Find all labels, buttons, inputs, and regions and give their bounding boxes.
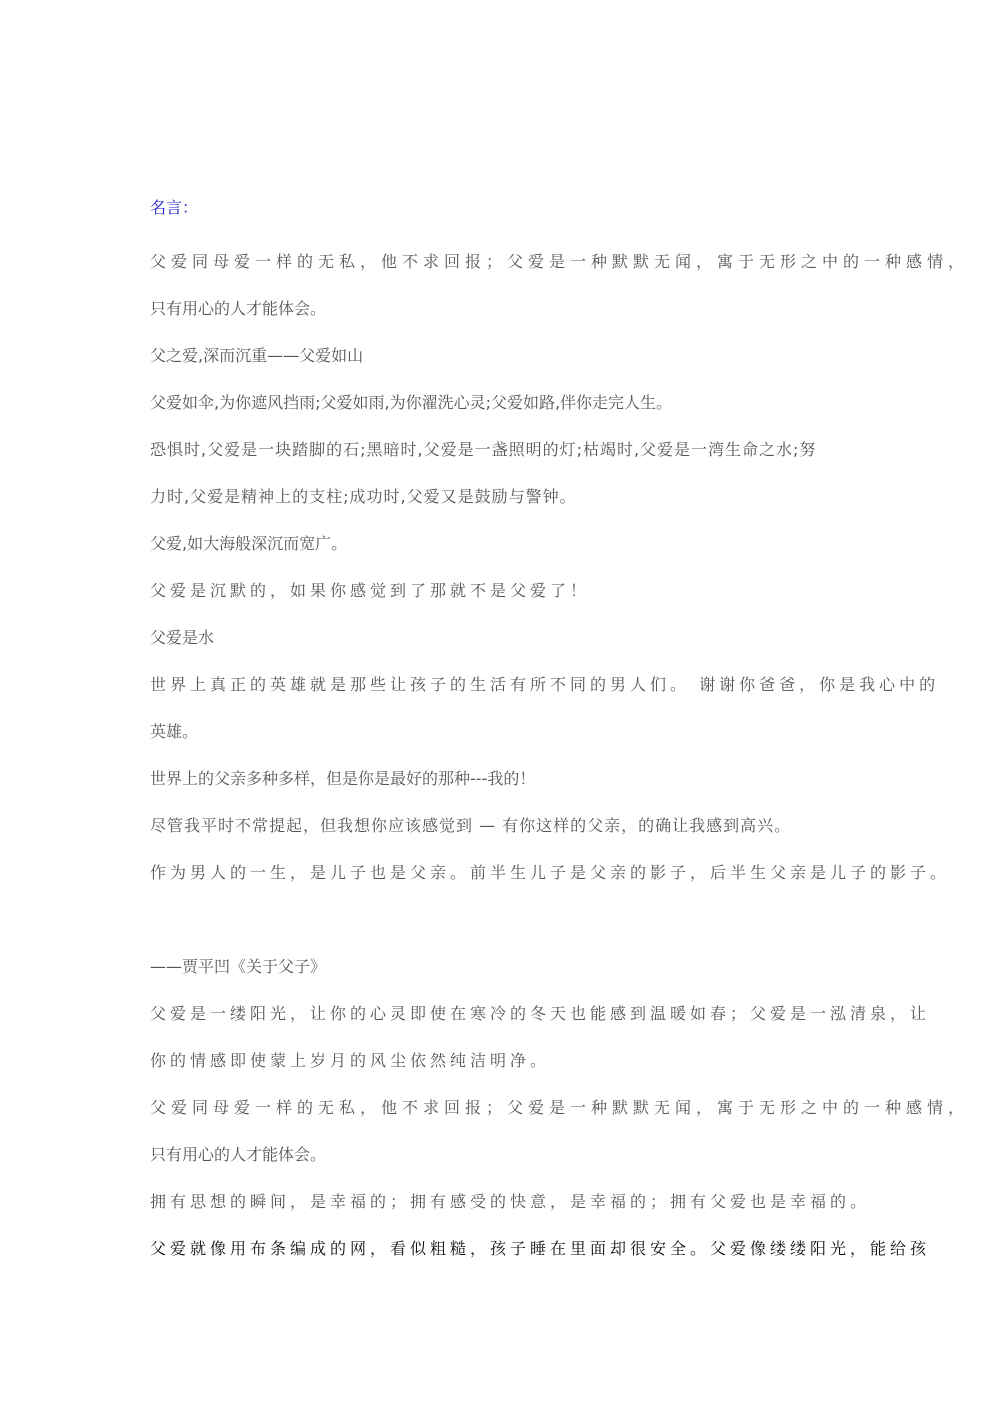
quote-line: 父爱是水 [150, 628, 215, 647]
quote-line: 力时,父爱是精神上的支柱;成功时,父爱又是鼓励与警钟。 [150, 487, 577, 506]
quote-line: 父爱,如大海般深沉而宽广。 [150, 534, 348, 553]
quote-line: 尽管我平时不常提起，但我想你应该感觉到 — 有你这样的父亲，的确让我感到高兴。 [150, 816, 792, 835]
quote-line: 父爱同母爱一样的无私，他不求回报；父爱是一种默默无闻，寓于无形之中的一种感情， [150, 252, 970, 271]
quote-line: 恐惧时,父爱是一块踏脚的石;黑暗时,父爱是一盏照明的灯;枯竭时,父爱是一湾生命之水;努 [150, 440, 817, 459]
quote-attribution: ——贾平凹《关于父子》 [150, 957, 327, 976]
quote-line: 英雄。 [150, 722, 199, 741]
quote-line: 作为男人的一生，是儿子也是父亲。前半生儿子是父亲的影子，后半生父亲是儿子的影子。 [150, 863, 951, 882]
quote-line: 拥有思想的瞬间，是幸福的；拥有感受的快意，是幸福的；拥有父爱也是幸福的。 [150, 1192, 871, 1211]
quote-line: 世界上的父亲多种多样，但是你是最好的那种---我的！ [150, 769, 536, 788]
quote-line: 父之爱,深而沉重——父爱如山 [150, 346, 364, 365]
quote-line: 父爱同母爱一样的无私，他不求回报；父爱是一种默默无闻，寓于无形之中的一种感情， [150, 1098, 970, 1117]
quote-line: 你的情感即使蒙上岁月的风尘依然纯洁明净。 [150, 1051, 551, 1070]
quote-line: 父爱就像用布条编成的网，看似粗糙，孩子睡在里面却很安全。父爱像缕缕阳光，能给孩 [150, 1239, 931, 1258]
quote-line: 父爱是一缕阳光，让你的心灵即使在寒冷的冬天也能感到温暖如春；父爱是一泓清泉，让 [150, 1004, 931, 1023]
quote-line: 只有用心的人才能体会。 [150, 299, 327, 318]
quote-line: 世界上真正的英雄就是那些让孩子的生活有所不同的男人们。 谢谢你爸爸，你是我心中的 [150, 675, 940, 694]
section-title: 名言： [150, 198, 199, 217]
quote-line: 父爱是沉默的，如果你感觉到了那就不是父爱了！ [150, 581, 591, 600]
quote-line: 父爱如伞,为你遮风挡雨;父爱如雨,为你濯洗心灵;父爱如路,伴你走完人生。 [150, 393, 673, 412]
quote-line: 只有用心的人才能体会。 [150, 1145, 327, 1164]
